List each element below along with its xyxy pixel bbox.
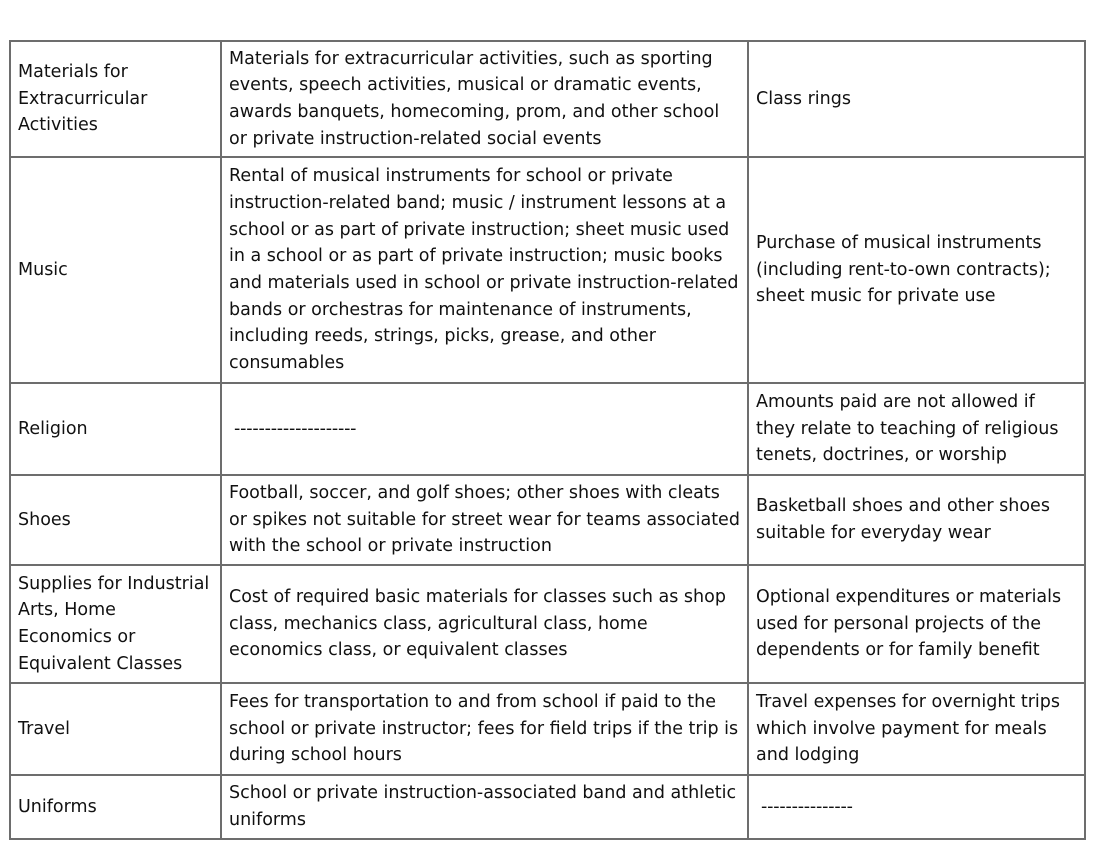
table-row xyxy=(10,383,1085,475)
category-cell: Supplies for Industrial Arts, Home Economics or Equivalent Classes xyxy=(10,565,221,683)
category-cell: Music xyxy=(10,157,221,383)
not-allowed-cell: Basketball shoes and other shoes suitable for everyday wear xyxy=(748,475,1085,565)
table-row xyxy=(10,41,1085,157)
table-row xyxy=(10,775,1085,839)
category-cell: Travel xyxy=(10,683,221,775)
not-allowed-cell: Optional expenditures or materials used for personal projects of the dependents or for family benefit xyxy=(748,565,1085,683)
allowed-cell: Fees for transportation to and from school if paid to the school or private instructor; fees for field trips if the trip is during school hours xyxy=(221,683,748,775)
not-allowed-cell: Class rings xyxy=(748,41,1085,157)
table-row xyxy=(10,683,1085,775)
allowed-cell: Cost of required basic materials for classes such as shop class, mechanics class, agricultural class, home economics class, or equivalent classes xyxy=(221,565,748,683)
not-allowed-cell: --------------- xyxy=(748,775,1085,839)
allowed-cell: -------------------- xyxy=(221,383,748,475)
expense-table xyxy=(9,40,1086,840)
allowed-cell: Materials for extracurricular activities, such as sporting events, speech activities, musical or dramatic events, awards banquets, homecoming, prom, and other school or private instruction-related social events xyxy=(221,41,748,157)
not-allowed-cell: Travel expenses for overnight trips which involve payment for meals and lodging xyxy=(748,683,1085,775)
category-cell: Uniforms xyxy=(10,775,221,839)
category-cell: Materials for Extracurricular Activities xyxy=(10,41,221,157)
allowed-cell: Rental of musical instruments for school or private instruction-related band; music / instrument lessons at a school or as part of private instruction; sheet music used in a school or as part of private instruction; music books and materials used in school or private instruction-related bands or orchestras for maintenance of instruments, including reeds, strings, picks, grease, and other consumables xyxy=(221,157,748,383)
category-cell: Religion xyxy=(10,383,221,475)
allowed-cell: School or private instruction-associated band and athletic uniforms xyxy=(221,775,748,839)
allowed-cell: Football, soccer, and golf shoes; other shoes with cleats or spikes not suitable for street wear for teams associated with the school or private instruction xyxy=(221,475,748,565)
table-row xyxy=(10,157,1085,383)
table-row xyxy=(10,475,1085,565)
not-allowed-cell: Amounts paid are not allowed if they relate to teaching of religious tenets, doctrines, or worship xyxy=(748,383,1085,475)
table-row xyxy=(10,565,1085,683)
not-allowed-cell: Purchase of musical instruments (including rent-to-own contracts); sheet music for private use xyxy=(748,157,1085,383)
category-cell: Shoes xyxy=(10,475,221,565)
